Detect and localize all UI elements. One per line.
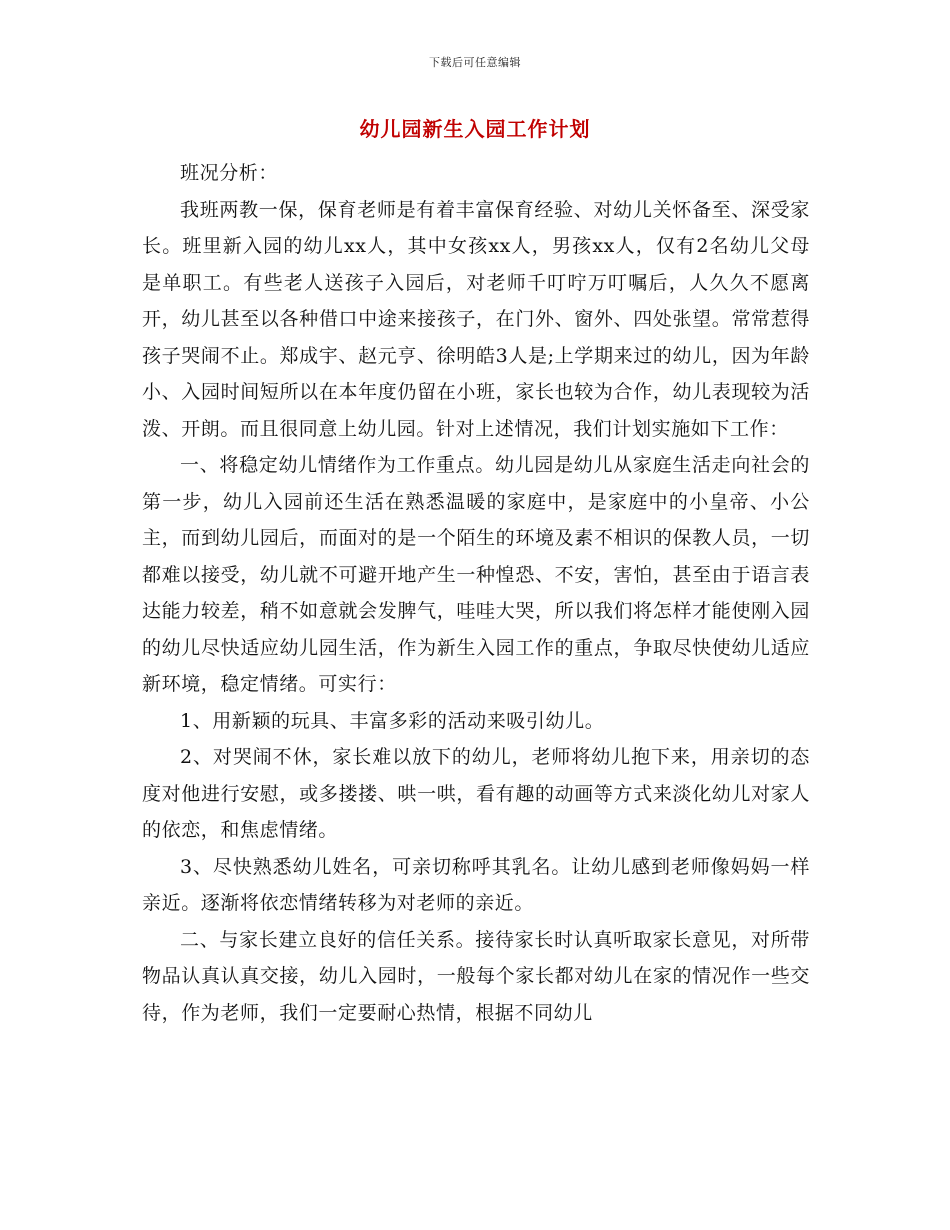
paragraph-class-situation: 我班两教一保，保育老师是有着丰富保育经验、对幼儿关怀备至、深受家长。班里新入园的幼儿xx人，其中女孩xx人，男孩xx人，仅有2名幼儿父母是单职工。有些老人送孩子入园后，对老师千叮咛万叮嘱后，人久久不愿离开，幼儿甚至以各种借口中途来接孩子，在门外、窗外、四处张望。常常惹得孩子哭闹不止。郑成宇、赵元亨、徐明皓3人是;上学期来过的幼儿，因为年龄小、入园时间短所以在本年度仍留在小班，家长也较为合作，幼儿表现较为活泼、开朗。而且很同意上幼儿园。针对上述情况，我们计划实施如下工作： — [142, 198, 810, 440]
paragraph-section-two: 二、与家长建立良好的信任关系。接待家长时认真听取家长意见，对所带物品认真认真交接，幼儿入园时，一般每个家长都对幼儿在家的情况作一些交待，作为老师，我们一定要耐心热情，根据不同幼儿 — [142, 928, 810, 1024]
document-body — [142, 155, 810, 1031]
paragraph-class-analysis-heading: 班况分析： — [180, 162, 279, 184]
header-note: 下载后可任意编辑 — [429, 56, 521, 69]
paragraph-item-1: 1、用新颖的玩具、丰富多彩的活动来吸引幼儿。 — [180, 709, 605, 732]
paragraph-item-3: 3、尽快熟悉幼儿姓名，可亲切称呼其乳名。让幼儿感到老师像妈妈一样亲近。逐渐将依恋情绪转移为对老师的亲近。 — [142, 855, 810, 914]
document-title: 幼儿园新生入园工作计划 — [359, 117, 591, 141]
paragraph-item-2: 2、对哭闹不休，家长难以放下的幼儿，老师将幼儿抱下来，用亲切的态度对他进行安慰，或多搂搂、哄一哄，看有趣的动画等方式来淡化幼儿对家人的依恋，和焦虑情绪。 — [142, 746, 810, 841]
paragraph-section-one: 一、将稳定幼儿情绪作为工作重点。幼儿园是幼儿从家庭生活走向社会的第一步，幼儿入园前还生活在熟悉温暖的家庭中，是家庭中的小皇帝、小公主，而到幼儿园后，而面对的是一个陌生的环境及素不相识的保教人员，一切都难以接受，幼儿就不可避开地产生一种惶恐、不安，害怕，甚至由于语言表达能力较差，稍不如意就会发脾气，哇哇大哭，所以我们将怎样才能使刚入园的幼儿尽快适应幼儿园生活，作为新生入园工作的重点，争取尽快使幼儿适应新环境，稳定情绪。可实行： — [142, 454, 810, 695]
